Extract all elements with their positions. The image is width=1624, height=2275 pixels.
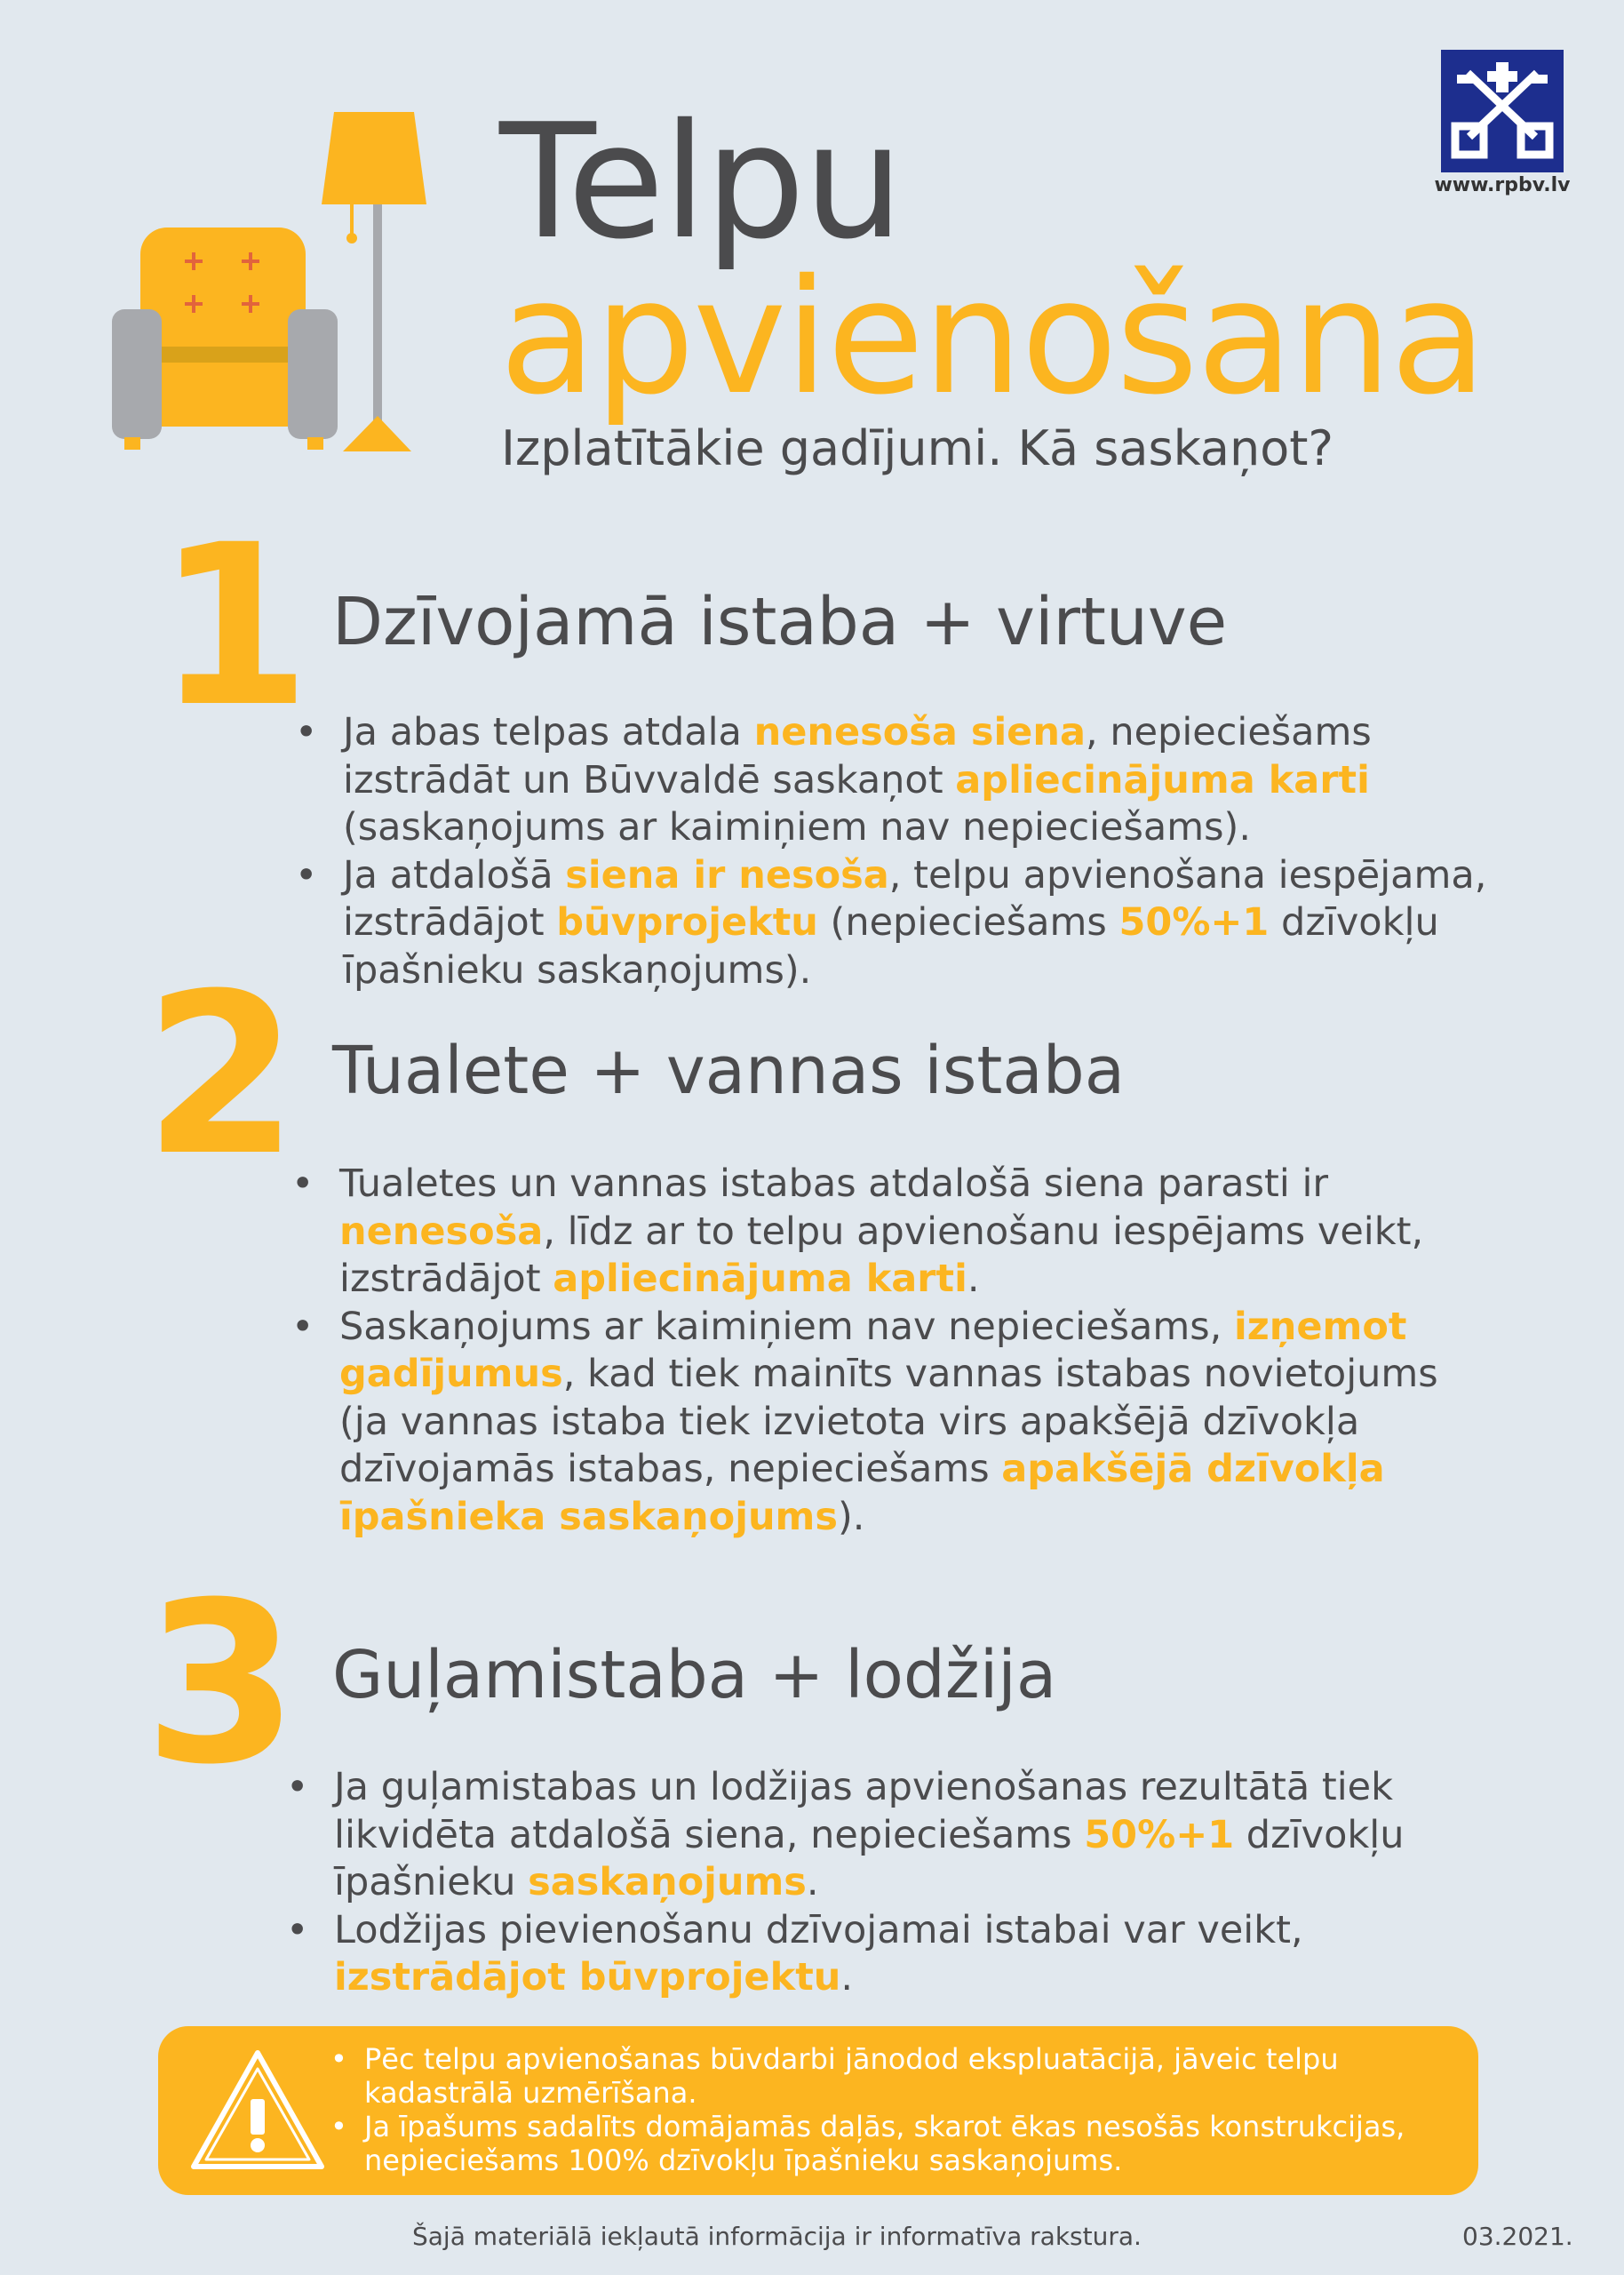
highlight-text: 50%+1 [1118, 900, 1270, 945]
bullet-item [334, 1764, 1453, 1907]
section-number-1: 1 [156, 497, 311, 755]
body-text: Tualetes un vannas istabas atdalošā siena parasti ir [339, 1161, 1329, 1206]
section-title-3: Guļamistaba + lodžija [332, 1637, 1057, 1713]
lamp-base-icon [343, 416, 411, 451]
body-text: (saskaņojums ar kaimiņiem nav nepieciešams). [343, 805, 1251, 850]
highlight-text: saskaņojums [528, 1860, 807, 1904]
body-text: Saskaņojums ar kaimiņiem nav nepieciešams, [339, 1304, 1234, 1349]
bullet-item [339, 1304, 1450, 1542]
disclaimer: Šajā materiālā iekļautā informācija ir informatīva rakstura. [412, 2222, 1142, 2251]
body-text: Ja abas telpas atdala [343, 710, 754, 754]
logo-url: www.rpbv.lv [1434, 174, 1571, 196]
body-text: , nepieciešams izstrādāt un Būvvaldē saskaņot [343, 710, 1372, 802]
body-text: ). [837, 1494, 865, 1539]
body-text: Ja atdalošā [343, 852, 566, 898]
section-1-bullets [343, 709, 1498, 994]
highlight-text: būvprojektu [556, 900, 818, 945]
highlight-text: nenesoša siena [753, 710, 1086, 754]
section-number-3: 3 [144, 1554, 299, 1813]
warning-bullets [364, 2042, 1457, 2177]
body-text: , līdz ar to telpu apvienošanu iespējams veikt, izstrādājot [339, 1209, 1424, 1301]
body-text: (nepieciešams [817, 900, 1119, 945]
bullet-item [343, 852, 1498, 995]
bullet-item [339, 1161, 1450, 1304]
highlight-text: nenesoša [339, 1209, 544, 1254]
title-line-2: apvienošana [499, 245, 1485, 429]
warning-item: • Pēc telpu apvienošanas būvdarbi jānodod ekspluatācijā, jāveic telpu kadastrālā uzmērīšana. [364, 2042, 1457, 2110]
title-line-1: Telpu [499, 90, 903, 274]
highlight-text: apliecinājuma karti [553, 1257, 967, 1301]
crossed-keys-icon [1441, 50, 1564, 172]
body-text: Ja guļamistabas un lodžijas apvienošanas rezultātā tiek likvidēta atdalošā siena, nepieciešams [334, 1765, 1394, 1857]
body-text: dzīvokļu īpašnieku saskaņojums). [343, 900, 1439, 993]
section-2-bullets [339, 1161, 1450, 1541]
warning-triangle-icon [187, 2046, 329, 2175]
bullet-item [343, 709, 1498, 852]
armchair-lamp-illustration [105, 105, 442, 460]
bullet-item [334, 1907, 1453, 2002]
section-title-1: Dzīvojamā istaba + virtuve [332, 584, 1228, 660]
body-text: , kad tiek mainīts vannas istabas novietojums (ja vannas istaba tiek izvietota virs apakšējā dzīvokļa dzīvojamās istabas, nepieciešams [339, 1352, 1438, 1491]
subtitle: Izplatītākie gadījumi. Kā saskaņot? [501, 420, 1334, 476]
highlight-text: siena ir nesoša [565, 852, 889, 898]
warning-box [158, 2026, 1478, 2195]
date: 03.2021. [1462, 2222, 1573, 2251]
highlight-text: apakšējā dzīvokļa īpašnieka saskaņojums [339, 1447, 1385, 1539]
body-text: . [806, 1860, 819, 1904]
highlight-text: 50%+1 [1084, 1812, 1235, 1857]
rpbv-logo [1441, 50, 1564, 172]
section-number-2: 2 [144, 946, 299, 1204]
section-3-bullets [334, 1764, 1453, 2002]
highlight-text: apliecinājuma karti [955, 757, 1370, 802]
body-text: Lodžijas pievienošanu dzīvojamai istabai var veikt, [334, 1907, 1303, 1952]
body-text: . [967, 1257, 980, 1301]
lamp-shade-icon [322, 112, 426, 204]
section-title-2: Tualete + vannas istaba [332, 1033, 1126, 1109]
warning-item: • Ja īpašums sadalīts domājamās daļās, skarot ēkas nesošās konstrukcijas, nepieciešams 100% dzīvokļu īpašnieku saskaņojums. [364, 2110, 1457, 2177]
highlight-text: izņemot gadījumus [339, 1304, 1407, 1396]
body-text: , telpu apvienošana iespējama, izstrādājot [343, 852, 1487, 945]
body-text: dzīvokļu īpašnieku [334, 1812, 1405, 1904]
body-text: . [840, 1955, 854, 2000]
highlight-text: izstrādājot būvprojektu [334, 1955, 841, 2000]
